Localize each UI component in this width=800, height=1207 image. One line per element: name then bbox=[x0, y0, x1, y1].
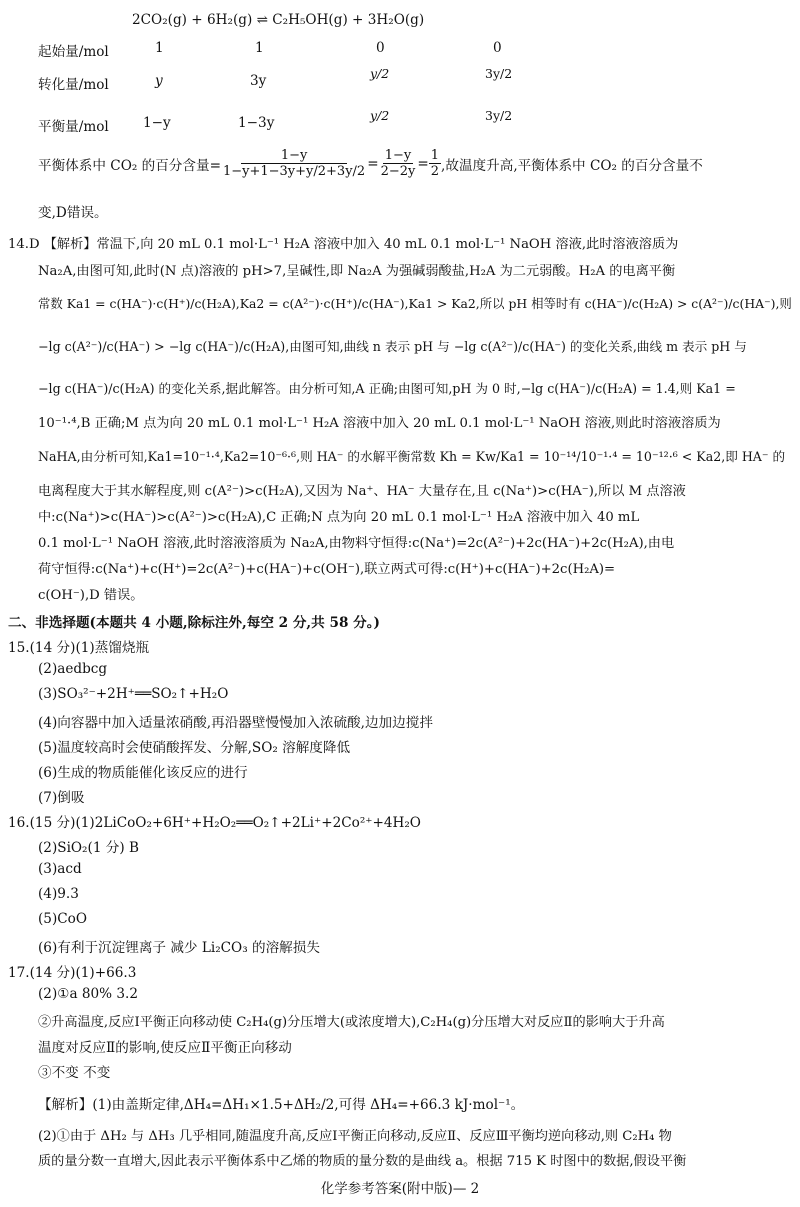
co2-percent-prefix: 平衡体系中 CO₂ 的百分含量= bbox=[38, 157, 221, 174]
q16-line-4: (4)9.3 bbox=[38, 886, 79, 902]
frac1-numerator: 1−y bbox=[241, 148, 348, 164]
q14-line-1: 14.D 【解析】常温下,向 20 mL 0.1 mol·L⁻¹ H₂A 溶液中加入 40 mL 0.1 mol·L⁻¹ NaOH 溶液,此时溶液溶质为 bbox=[8, 237, 679, 252]
q16-line-3: (3)acd bbox=[38, 861, 82, 877]
q16-line-6: (6)有利于沉淀锂离子 减少 Li₂CO₃ 的溶解损失 bbox=[38, 940, 320, 956]
cell-change-ethanol: y/2 bbox=[370, 66, 390, 81]
q16-line-1: 16.(15 分)(1)2LiCoO₂+6H⁺+H₂O₂══O₂↑+2Li⁺+2Co²⁺+4H₂O bbox=[8, 815, 421, 831]
row-label-change: 转化量/mol bbox=[38, 77, 109, 93]
q17-line-2: (2)①a 80% 3.2 bbox=[38, 986, 139, 1002]
co2-percent-line2: 变,D错误。 bbox=[38, 205, 108, 221]
cell-change-h2: 3y bbox=[250, 73, 267, 89]
frac2-denominator: 2−2y bbox=[380, 164, 416, 179]
page-footer: 化学参考答案(附中版)— 2 bbox=[320, 1181, 480, 1197]
section-2-heading: 二、非选择题(本题共 4 小题,除标注外,每空 2 分,共 58 分。) bbox=[8, 615, 380, 631]
frac1-denominator: 1−y+1−3y+y/2+3y/2 bbox=[222, 164, 366, 179]
cell-eq-h2: 1−3y bbox=[238, 115, 275, 131]
q15-line-6: (6)生成的物质能催化该反应的进行 bbox=[38, 765, 248, 781]
reaction-equation: 2CO₂(g) + 6H₂(g) ⇌ C₂H₅OH(g) + 3H₂O(g) bbox=[132, 12, 425, 28]
q16-line-5: (5)CoO bbox=[38, 911, 87, 927]
cell-initial-h2: 1 bbox=[255, 40, 264, 56]
q17-analysis-line-3: 质的量分数一直增大,因此表示平衡体系中乙烯的物质的量分数的是曲线 a。根据 715 K 时图中的数据,假设平衡 bbox=[38, 1154, 687, 1169]
q14-line-7: NaHA,由分析可知,Ka1=10⁻¹·⁴,Ka2=10⁻⁶·⁶,则 HA⁻ 的水解平衡常数 Kh = Kw/Ka1 = 10⁻¹⁴/10⁻¹·⁴ = 10⁻¹²·⁶ < Ka2,即 HA⁻ 的 bbox=[38, 449, 786, 464]
q14-line-9: 中:c(Na⁺)>c(HA⁻)>c(A²⁻)>c(H₂A),C 正确;N 点为向 20 mL 0.1 mol·L⁻¹ H₂A 溶液中加入 40 mL bbox=[38, 510, 640, 525]
q14-line-11: 荷守恒得:c(Na⁺)+c(H⁺)=2c(A²⁻)+c(HA⁻)+c(OH⁻),联立两式可得:c(H⁺)+c(HA⁻)+2c(H₂A)= bbox=[38, 562, 616, 577]
q17-analysis-line-2: (2)①由于 ΔH₂ 与 ΔH₃ 几乎相同,随温度升高,反应Ⅰ平衡正向移动,反应Ⅱ、反应Ⅲ平衡均逆向移动,则 C₂H₄ 物 bbox=[38, 1129, 672, 1144]
q15-line-5: (5)温度较高时会使硝酸挥发、分解,SO₂ 溶解度降低 bbox=[38, 740, 351, 756]
cell-eq-water: 3y/2 bbox=[485, 108, 513, 123]
co2-percent-frac3 bbox=[429, 148, 441, 179]
cell-eq-co2: 1−y bbox=[143, 115, 171, 131]
q14-line-4: −lg c(A²⁻)/c(HA⁻) > −lg c(HA⁻)/c(H₂A),由图可知,曲线 n 表示 pH 与 −lg c(A²⁻)/c(HA⁻) 的变化关系,曲线 m 表示 pH 与 bbox=[38, 339, 747, 354]
frac3-numerator: 1 bbox=[430, 148, 440, 163]
cell-change-co2: y bbox=[155, 73, 163, 89]
q17-line-4: 温度对反应Ⅱ的影响,使反应Ⅱ平衡正向移动 bbox=[38, 1040, 292, 1056]
row-label-equilibrium: 平衡量/mol bbox=[38, 119, 109, 135]
row-label-initial: 起始量/mol bbox=[38, 44, 109, 60]
q14-line-12: c(OH⁻),D 错误。 bbox=[38, 588, 144, 603]
co2-percent-frac2 bbox=[379, 148, 418, 179]
frac2-numerator: 1−y bbox=[384, 148, 412, 163]
cell-initial-ethanol: 0 bbox=[376, 40, 385, 56]
frac3-denominator: 2 bbox=[430, 164, 440, 179]
cell-initial-water: 0 bbox=[493, 40, 502, 56]
co2-percent-frac1 bbox=[221, 148, 367, 179]
q17-line-5: ③不变 不变 bbox=[38, 1065, 111, 1081]
cell-initial-co2: 1 bbox=[155, 40, 164, 56]
q17-analysis-line-1: 【解析】(1)由盖斯定律,ΔH₄=ΔH₁×1.5+ΔH₂/2,可得 ΔH₄=+66.3 kJ·mol⁻¹。 bbox=[38, 1097, 525, 1113]
q15-line-1: 15.(14 分)(1)蒸馏烧瓶 bbox=[8, 640, 150, 656]
q14-line-10: 0.1 mol·L⁻¹ NaOH 溶液,此时溶液溶质为 Na₂A,由物料守恒得:c(Na⁺)=2c(A²⁻)+2c(HA⁻)+2c(H₂A),由电 bbox=[38, 536, 675, 551]
q16-line-2: (2)SiO₂(1 分) B bbox=[38, 840, 139, 856]
q15-line-3: (3)SO₃²⁻+2H⁺══SO₂↑+H₂O bbox=[38, 686, 229, 702]
q14-line-5: −lg c(HA⁻)/c(H₂A) 的变化关系,据此解答。由分析可知,A 正确;由图可知,pH 为 0 时,−lg c(HA⁻)/c(H₂A) = 1.4,则 Ka1 = bbox=[38, 381, 736, 396]
q14-line-2: Na₂A,由图可知,此时(N 点)溶液的 pH>7,呈碱性,即 Na₂A 为强碱弱酸盐,H₂A 为二元弱酸。H₂A 的电离平衡 bbox=[38, 264, 676, 279]
q17-line-3: ②升高温度,反应Ⅰ平衡正向移动使 C₂H₄(g)分压增大(或浓度增大),C₂H₄(g)分压增大对反应Ⅱ的影响大于升高 bbox=[38, 1015, 665, 1030]
co2-percent-suffix: ,故温度升高,平衡体系中 CO₂ 的百分含量不 bbox=[441, 157, 703, 174]
q14-line-8: 电离程度大于其水解程度,则 c(A²⁻)>c(H₂A),又因为 Na⁺、HA⁻ 大量存在,且 c(Na⁺)>c(HA⁻),所以 M 点溶液 bbox=[38, 484, 686, 499]
q14-line-6: 10⁻¹·⁴,B 正确;M 点为向 20 mL 0.1 mol·L⁻¹ H₂A 溶液中加入 20 mL 0.1 mol·L⁻¹ NaOH 溶液,则此时溶液溶质为 bbox=[38, 416, 721, 431]
q15-line-4: (4)向容器中加入适量浓硝酸,再沿器壁慢慢加入浓硫酸,边加边搅拌 bbox=[38, 715, 433, 731]
cell-change-water: 3y/2 bbox=[485, 66, 513, 81]
q15-line-7: (7)倒吸 bbox=[38, 790, 85, 806]
co2-percent-line: 平衡体系中 CO₂ 的百分含量= $\frac{1-y}{1-y+1-3y+y/2+3y/2}$ = $\frac{1-y}{2-2y}$ = $\frac{1}{2}$ ,故温度升高,平衡体系中 CO₂ 的百分含量不 bbox=[38, 148, 703, 179]
q17-line-1: 17.(14 分)(1)+66.3 bbox=[8, 965, 137, 981]
q14-line-3: 常数 Ka1 = c(HA⁻)·c(H⁺)/c(H₂A),Ka2 = c(A²⁻)·c(H⁺)/c(HA⁻),Ka1 > Ka2,所以 pH 相等时有 c(HA⁻)/c(H₂A) > c(A²⁻)/c(HA⁻),则 bbox=[38, 296, 792, 311]
q15-line-2: (2)aedbcg bbox=[38, 661, 108, 677]
cell-eq-ethanol: y/2 bbox=[370, 108, 390, 123]
